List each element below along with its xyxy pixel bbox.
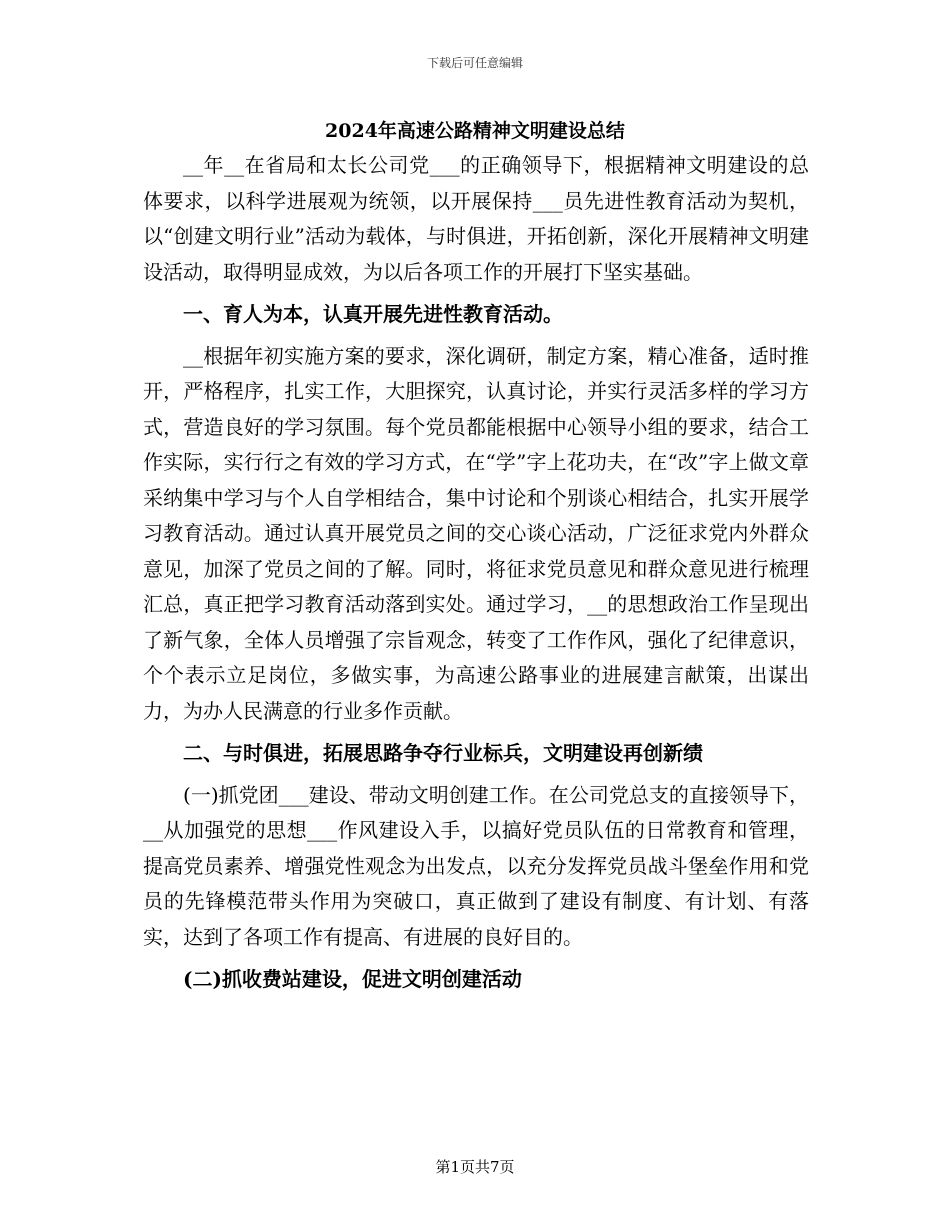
section-2-heading: 二、与时俱进，拓展思路争夺行业标兵，文明建设再创新绩 (183, 741, 703, 765)
section-1-heading: 一、育人为本，认真开展先进性教育活动。 (183, 302, 563, 326)
page-header-note: 下载后可任意编辑 (426, 56, 523, 70)
section-2-subheading: (二)抓收费站建设，促进文明创建活动 (183, 967, 522, 991)
section-1-paragraph: __根据年初实施方案的要求，深化调研，制定方案，精心准备，适时推开，严格程序，扎实工作，大胆探究，认真讨论，并实行灵活多样的学习方式，营造良好的学习氛围。每个党员都能根据中心领导小组的要求，结合工作实际，实行行之有效的学习方式，在“学”字上花功夫，在“改”字上做文章采纳集中学习与个人自学相结合，集中讨论和个别谈心相结合，扎实开展学习教育活动。通过认真开展党员之间的交心谈心活动，广泛征求党内外群众意见，加深了党员之间的了解。同时，将征求党员意见和群众意见进行梳理汇总，真正把学习教育活动落到实处。通过学习，__的思想政治工作呈现出了新气象，全体人员增强了宗旨观念，转变了工作作风，强化了纪律意识，个个表示立足岗位，多做实事，为高速公路事业的进展建言献策，出谋出力，为办人民满意的行业多作贡献。 (143, 343, 809, 723)
section-2-paragraph: (一)抓党团___建设、带动文明创建工作。在公司党总支的直接领导下，__从加强党的思想___作风建设入手，以搞好党员队伍的日常教育和管理，提高党员素养、增强党性观念为出发点，以充分发挥党员战斗堡垒作用和党员的先锋模范带头作用为突破口，真正做到了建设有制度、有计划、有落实，达到了各项工作有提高、有进展的良好目的。 (143, 782, 809, 949)
page-number: 第1页共7页 (435, 1158, 515, 1176)
document-title: 2024年高速公路精神文明建设总结 (325, 120, 625, 142)
intro-paragraph: __年__在省局和太长公司党___的正确领导下，根据精神文明建设的总体要求，以科学进展观为统领，以开展保持___员先进性教育活动为契机，以“创建文明行业”活动为载体，与时俱进，开拓创新，深化开展精神文明建设活动，取得明显成效，为以后各项工作的开展打下坚实基础。 (143, 153, 809, 284)
document-body (143, 148, 809, 1004)
